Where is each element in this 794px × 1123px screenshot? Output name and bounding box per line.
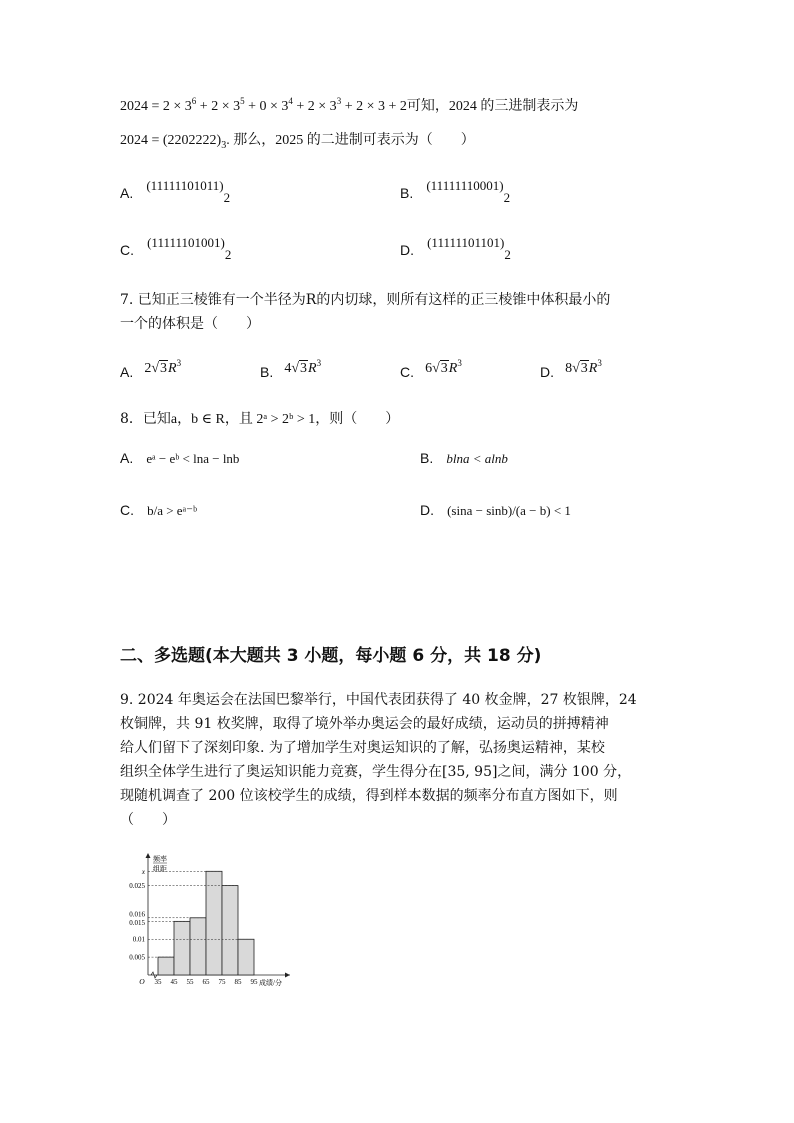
frequency-histogram: [110, 850, 310, 995]
y-tick-label: x: [141, 867, 145, 876]
q6-line1: $2024 = 2 \times 3^6 + 2 \times 3^5 + 0 \times 3^4 + 2 \times 3^3 + 2 \times 3 + 2$可知，2024 的三进制表示为: [120, 96, 579, 114]
x-tick-label: 45: [170, 978, 178, 986]
q8-option-a[interactable]: A. eᵃ − eᵇ < lna − lnb: [120, 450, 240, 466]
histogram-bar: [206, 871, 222, 975]
q9-line: 组织全体学生进行了奥运知识能力竞赛，学生得分在[35, 95]之间，满分 100 分，: [120, 764, 632, 780]
q6-line1-text: 可知，2024 的三进制表示为: [406, 99, 579, 114]
histogram-bar: [190, 918, 206, 975]
y-axis-arrow: [146, 853, 151, 858]
q7-option-b[interactable]: B. $4√3R^3$: [260, 358, 322, 380]
x-tick-label: 75: [218, 978, 226, 986]
histogram-bar: [158, 957, 174, 975]
q6-option-d[interactable]: D. $^{(11111101101)}_2$: [400, 235, 511, 262]
y-tick-label: 0.015: [129, 918, 145, 927]
q9-line: 现随机调查了 200 位该校学生的成绩，得到样本数据的频率分布直方图如下，则: [120, 788, 618, 804]
q6-line2: [120, 131, 475, 151]
q6-option-a[interactable]: A. $^{(11111101011)}_2$: [120, 178, 231, 205]
y-tick-label: 0.025: [129, 882, 145, 891]
x-tick-label: 35: [154, 978, 162, 986]
q9-line: 枚铜牌，共 91 枚奖牌，取得了境外举办奥运会的最好成绩，运动员的拼搏精神: [120, 716, 609, 732]
x-tick-label: 95: [250, 978, 258, 986]
q9-line: （ ）: [120, 812, 176, 828]
q7-stem-line1: 7. 已知正三棱锥有一个半径为R的内切球，则所有这样的正三棱锥中体积最小的: [120, 292, 611, 308]
q7-stem-line2: 一个的体积是（ ）: [120, 316, 260, 332]
y-axis-label-bottom: 组距: [153, 865, 167, 873]
q9-line: 9. 2024 年奥运会在法国巴黎举行，中国代表团获得了 40 枚金牌，27 枚银牌，24: [120, 692, 637, 708]
q7-option-d[interactable]: D. $8√3R^3$: [540, 358, 602, 380]
q8-option-d[interactable]: D. (sina − sinb)/(a − b) < 1: [420, 502, 571, 518]
q7-option-c[interactable]: C. $6√3R^3$: [400, 358, 462, 380]
q9-line: 给人们留下了深刻印象. 为了增加学生对奥运知识的了解，弘扬奥运精神，某校: [120, 740, 605, 756]
histogram-bar: [238, 939, 254, 975]
x-axis-label: 成绩/分: [259, 979, 282, 987]
y-tick-label: 0.005: [129, 953, 145, 962]
q8-option-b[interactable]: B. blna < alnb: [420, 450, 508, 466]
q7-option-a[interactable]: A. $2√3R^3$: [120, 358, 182, 380]
x-tick-label: 65: [202, 978, 210, 986]
x-tick-label: 55: [186, 978, 194, 986]
x-axis-arrow: [285, 973, 290, 978]
q8-option-c[interactable]: C. b/a > eᵃ⁻ᵇ: [120, 502, 198, 518]
q6-option-c[interactable]: C. $^{(11111101001)}_2$: [120, 235, 232, 262]
histogram-bar: [174, 921, 190, 975]
origin-label: O: [139, 977, 145, 986]
y-tick-label: 0.01: [132, 935, 145, 944]
q6-line2-expr: 2024 = (2202222): [120, 133, 222, 148]
y-tick-label: 0.016: [129, 910, 145, 919]
q6-line2-text: . 那么，2025 的二进制可表示为（ ）: [226, 133, 475, 148]
q8-stem: 8．已知a，b ∈ R，且 2ᵃ > 2ᵇ > 1，则（ ）: [120, 411, 400, 427]
y-axis-label-top: 频率: [153, 855, 167, 863]
q8-stem-condition: a，b ∈ R，且 2ᵃ > 2ᵇ > 1: [170, 412, 316, 427]
section-heading: 二、多选题(本大题共 3 小题，每小题 6 分，共 18 分): [120, 646, 542, 666]
q6-option-b[interactable]: B. $^{(11111110001)}_2$: [400, 178, 511, 205]
x-tick-label: 85: [234, 978, 242, 986]
histogram-bar: [222, 886, 238, 975]
q6-line2-sub: 3: [221, 140, 227, 151]
